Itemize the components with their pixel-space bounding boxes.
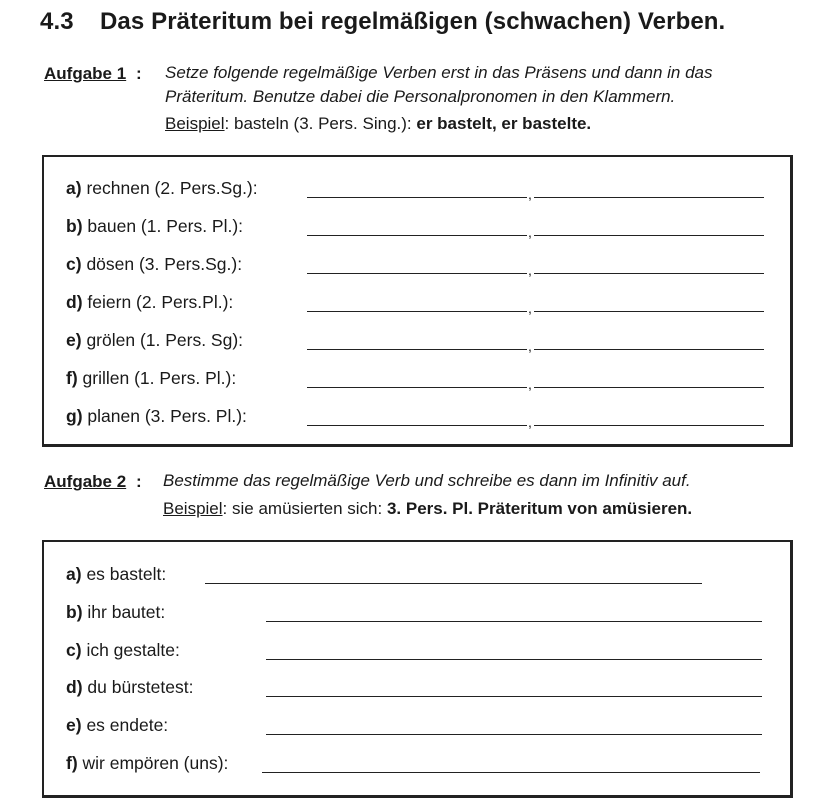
separator-comma: , [528,414,532,430]
task1-example-text: : basteln (3. Pers. Sing.): [224,114,417,133]
task2-example-label: Beispiel [163,499,223,518]
answer-line-preterite[interactable] [534,235,764,236]
task1-example [165,114,591,134]
separator-comma: , [528,300,532,316]
answer-line-infinitive[interactable] [262,772,760,773]
task1-item [66,368,236,389]
task1-item-text: grölen (1. Pers. Sg): [86,330,244,350]
task2-item [66,602,165,623]
task1-item [66,292,233,313]
task1-item [66,254,242,275]
task2-example [163,499,692,519]
task1-item [66,406,247,427]
task1-item-text: rechnen (2. Pers.Sg.): [86,178,258,198]
task1-item-letter: e) [66,330,82,350]
task2-item-letter: c) [66,640,82,660]
task1-label-text: Aufgabe 1 [44,64,127,83]
task1-item-text: grillen (1. Pers. Pl.): [82,368,237,388]
task1-instruction-1: Setze folgende regelmäßige Verben erst in das Präsens und dann in das [165,63,713,82]
task1-item-text: dösen (3. Pers.Sg.): [86,254,243,274]
task2-item-letter: e) [66,715,82,735]
task2-item [66,640,180,661]
task1-item-letter: f) [66,368,78,388]
task2-item-text: wir empören (uns): [82,753,229,773]
task1-item [66,178,258,199]
task1-example-answer: er bastelt, er bastelte. [416,114,592,133]
task2-item-letter: d) [66,677,83,697]
section-title: Das Präteritum bei regelmäßigen (schwachen) Verben. [100,8,726,35]
task1-item [66,330,243,351]
task2-item [66,564,166,585]
task2-item [66,753,228,774]
task2-item-letter: b) [66,602,83,622]
task2-item [66,677,193,698]
separator-comma: , [528,224,532,240]
task2-example-answer: 3. Pers. Pl. Präteritum von amüsieren. [386,499,693,518]
task2-item-text: ihr bautet: [87,602,166,622]
task1-item [66,216,243,237]
task1-item-letter: b) [66,216,83,236]
task2-colon: : [136,472,142,491]
separator-comma: , [528,338,532,354]
answer-line-present[interactable] [307,349,527,350]
answer-line-present[interactable] [307,197,527,198]
answer-line-infinitive[interactable] [266,696,762,697]
answer-line-present[interactable] [307,311,527,312]
task1-item-text: planen (3. Pers. Pl.): [87,406,247,426]
answer-line-present[interactable] [307,273,527,274]
answer-line-preterite[interactable] [534,387,764,388]
answer-line-preterite[interactable] [534,273,764,274]
answer-line-preterite[interactable] [534,349,764,350]
task1-example-label: Beispiel [165,114,225,133]
answer-line-present[interactable] [307,235,527,236]
separator-comma: , [528,262,532,278]
task2-item [66,715,168,736]
task1-item-text: feiern (2. Pers.Pl.): [87,292,234,312]
separator-comma: , [528,376,532,392]
task2-item-text: es endete: [86,715,169,735]
task1-colon: : [136,64,142,83]
task2-item-text: es bastelt: [86,564,167,584]
task2-label [44,472,126,492]
task2-instruction: Bestimme das regelmäßige Verb und schreibe es dann im Infinitiv auf. [163,471,691,490]
answer-line-infinitive[interactable] [266,734,762,735]
answer-line-infinitive[interactable] [205,583,702,584]
answer-line-preterite[interactable] [534,311,764,312]
page-title [40,8,725,36]
answer-line-infinitive[interactable] [266,659,762,660]
section-number: 4.3 [40,8,74,35]
task1-item-letter: d) [66,292,83,312]
answer-line-present[interactable] [307,387,527,388]
task1-item-letter: c) [66,254,82,274]
separator-comma: , [528,186,532,202]
task2-item-text: du bürstetest: [87,677,194,697]
task1-item-letter: a) [66,178,82,198]
answer-line-infinitive[interactable] [266,621,762,622]
task2-item-letter: f) [66,753,78,773]
task1-item-text: bauen (1. Pers. Pl.): [87,216,244,236]
task1-label [44,64,126,84]
answer-line-preterite[interactable] [534,197,764,198]
task2-label-text: Aufgabe 2 [44,472,127,491]
answer-line-present[interactable] [307,425,527,426]
answer-line-preterite[interactable] [534,425,764,426]
task1-item-letter: g) [66,406,83,426]
task2-item-letter: a) [66,564,82,584]
task2-item-text: ich gestalte: [86,640,180,660]
task2-example-text: : sie amüsierten sich: [222,499,387,518]
task1-instruction-2: Präteritum. Benutze dabei die Personalpronomen in den Klammern. [165,87,676,106]
